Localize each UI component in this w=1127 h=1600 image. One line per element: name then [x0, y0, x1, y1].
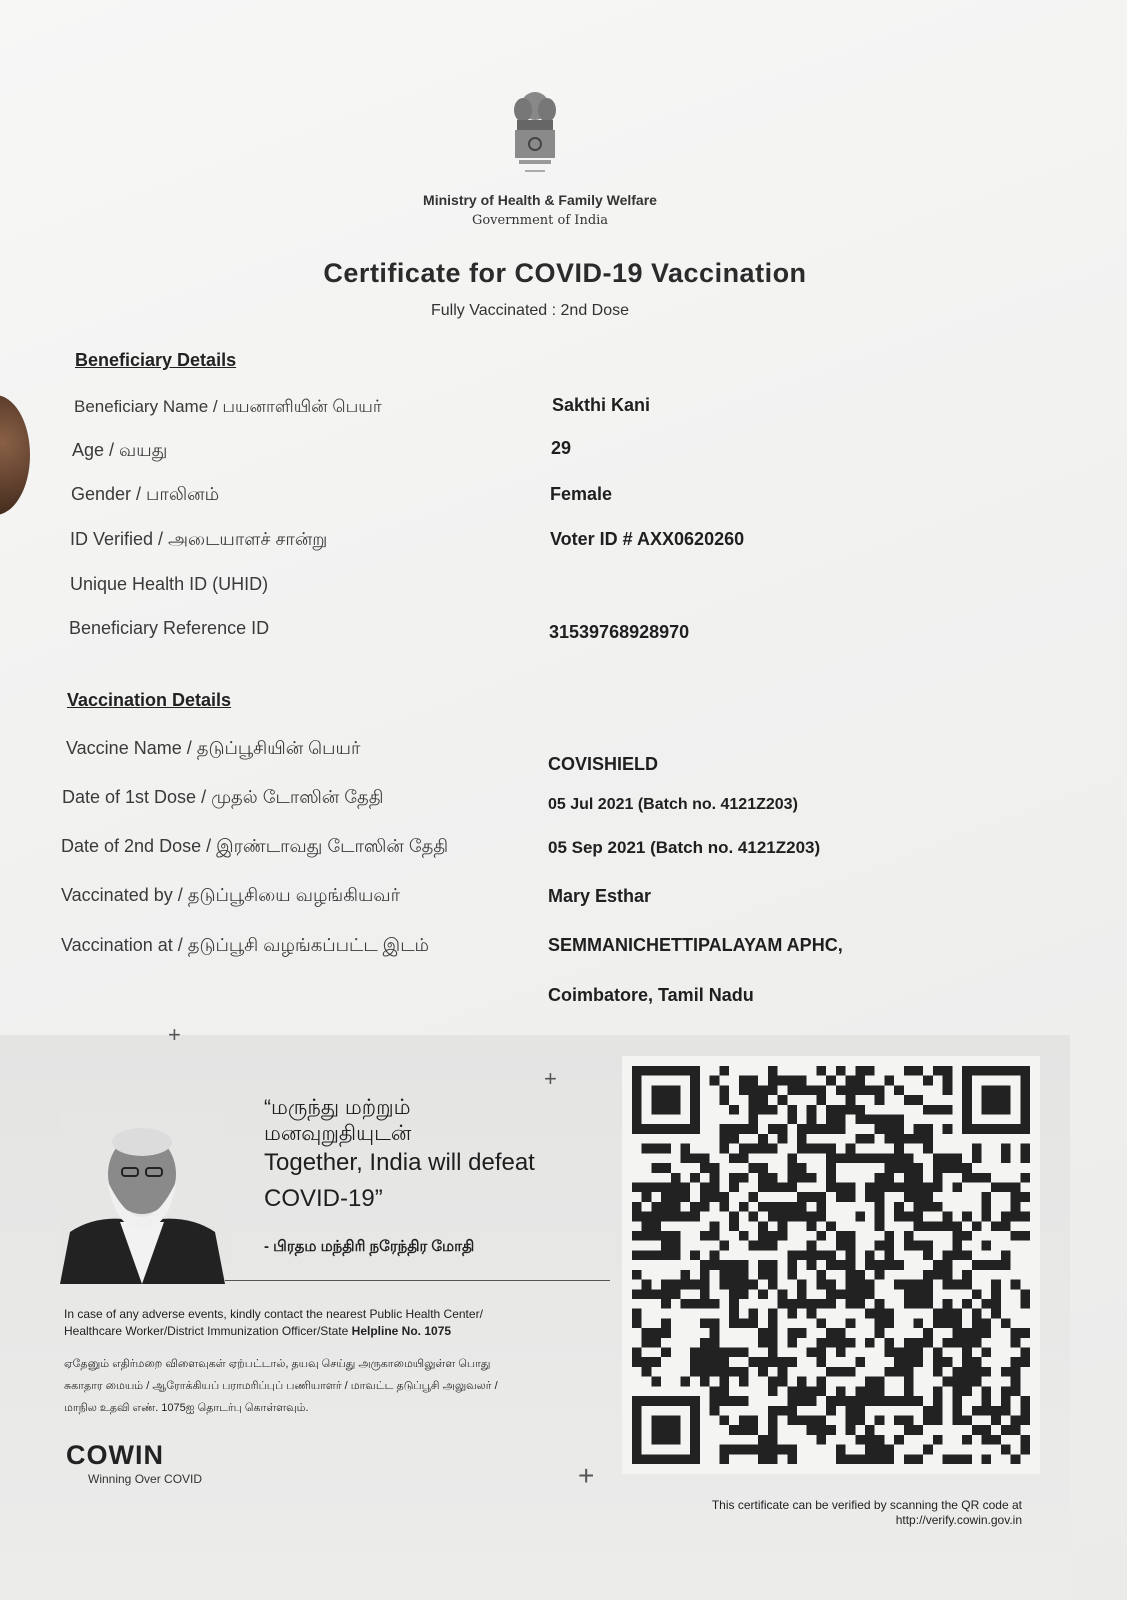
national-emblem-icon [505, 88, 565, 188]
vaccination-at-label: Vaccination at / தடுப்பூசி வழங்கப்பட்ட இடம் [61, 935, 429, 955]
page-title: Certificate for COVID-19 Vaccination [323, 258, 807, 288]
notice-line2-text: Healthcare Worker/District Immunization Officer/State [64, 1324, 349, 1338]
adverse-event-notice [64, 1306, 624, 1340]
vaccinated-by-label: Vaccinated by / தடுப்பூசியை வழங்கியவர் [61, 885, 401, 905]
age-label: Age / வயது [72, 440, 168, 460]
verify-notice [640, 1498, 1022, 1528]
notice-tamil-line1: ஏதேனும் எதிர்மறை விளைவுகள் ஏற்பட்டால், தயவு செய்து அருகாமையிலுள்ள பொது [64, 1358, 491, 1370]
age-value: 29 [551, 438, 572, 458]
crosshair-mark-icon: + [544, 1066, 557, 1091]
gender-value: Female [550, 484, 613, 504]
helpline-number: Helpline No. 1075 [351, 1324, 452, 1338]
gender-label: Gender / பாலினம் [71, 484, 220, 504]
vaccination-location-line2: Coimbatore, Tamil Nadu [548, 985, 754, 1005]
ministry-name: Ministry of Health & Family Welfare [423, 192, 657, 208]
verify-line1: This certificate can be verified by scanning the QR code at [711, 1498, 1022, 1512]
adverse-event-notice-tamil [64, 1353, 624, 1419]
quote-english-line1: Together, India will defeat [264, 1149, 535, 1176]
vaccine-name-label: Vaccine Name / தடுப்பூசியின் பெயர் [66, 738, 361, 758]
second-dose-label: Date of 2nd Dose / இரண்டாவது டோஸின் தேதி [61, 836, 449, 856]
crosshair-mark-icon: + [578, 1460, 595, 1491]
vaccine-name-value: COVISHIELD [548, 754, 659, 774]
first-dose-label: Date of 1st Dose / முதல் டோஸின் தேதி [62, 787, 384, 807]
notice-tamil-line3: மாநில உதவி எண். 1075ஐ தொடர்பு கொள்ளவும். [64, 1402, 309, 1414]
first-dose-value: 05 Jul 2021 (Batch no. 4121Z203) [548, 796, 798, 813]
notice-tamil-line2: சுகாதார மையம் / ஆரோக்கியப் பராமரிப்புப் பணியாளர் / மாவட்ட தடுப்பூசி அலுவலர் / [64, 1380, 498, 1392]
reference-id-value: 31539768928970 [549, 622, 690, 642]
qr-code [632, 1066, 1030, 1464]
notice-line1: In case of any adverse events, kindly contact the nearest Public Health Center/ [64, 1307, 483, 1321]
quote-attribution: - பிரதம மந்திரி நரேந்திர மோதி [264, 1238, 475, 1255]
uhid-label: Unique Health ID (UHID) [70, 574, 269, 594]
id-verified-label: ID Verified / அடையாளச் சான்று [70, 529, 328, 549]
id-verified-value: Voter ID # AXX0620260 [550, 529, 745, 549]
vaccination-at-value: SEMMANICHETTIPALAYAM APHC, [548, 935, 843, 955]
second-dose-value: 05 Sep 2021 (Batch no. 4121Z203) [548, 838, 821, 857]
beneficiary-name-label: Beneficiary Name / பயனாளியின் பெயர் [74, 397, 382, 416]
quote-tamil-line1: “மருந்து மற்றும் [264, 1096, 411, 1119]
dose-status: Fully Vaccinated : 2nd Dose [430, 302, 630, 319]
quote-text [264, 1095, 584, 1215]
divider [225, 1280, 610, 1281]
notice-line2 [64, 1323, 624, 1340]
verify-url: http://verify.cowin.gov.in [895, 1513, 1022, 1527]
beneficiary-name-value: Sakthi Kani [552, 395, 651, 415]
crosshair-mark-icon: + [168, 1022, 181, 1047]
vaccination-heading: Vaccination Details [67, 690, 232, 710]
cowin-tagline: Winning Over COVID [88, 1472, 203, 1486]
quote-tamil-line2: மனவுறுதியுடன் [264, 1122, 412, 1145]
vaccinated-by-value: Mary Esthar [548, 886, 652, 906]
beneficiary-heading: Beneficiary Details [75, 350, 237, 370]
reference-id-label: Beneficiary Reference ID [69, 618, 270, 638]
quote-english-line2: COVID-19” [264, 1185, 383, 1212]
cowin-logo: COWIN [66, 1440, 164, 1470]
portrait-image [60, 1112, 225, 1284]
government-name: Government of India [471, 213, 609, 228]
